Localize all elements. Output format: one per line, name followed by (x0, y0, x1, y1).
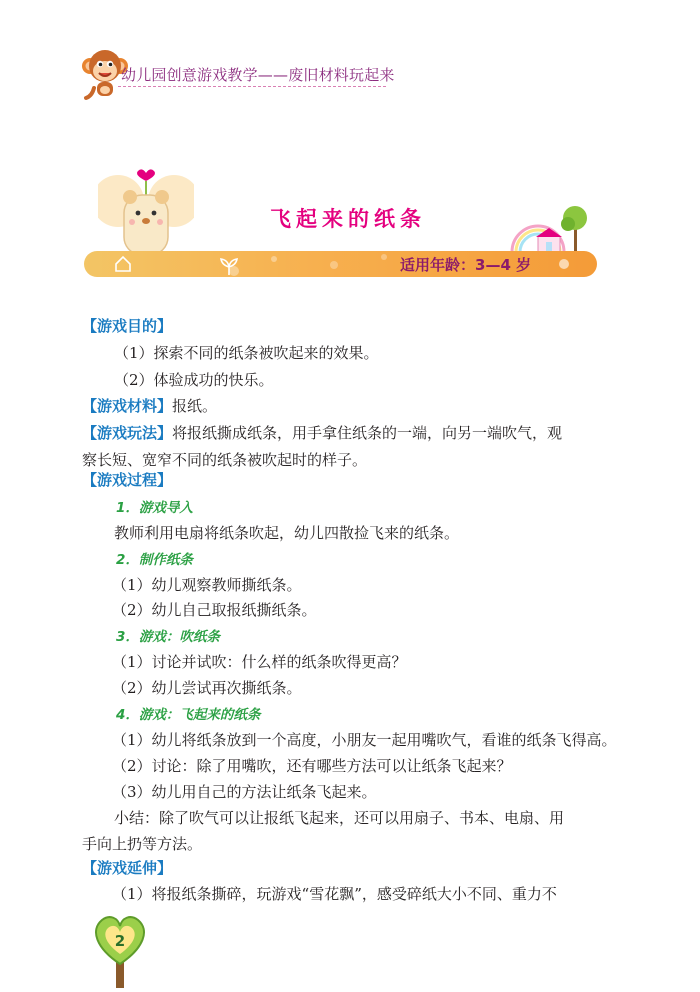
extension-heading: 【游戏延伸】 (82, 859, 173, 877)
header-divider (118, 86, 386, 87)
step-3-item-2: （2）幼儿尝试再次撕纸条。 (112, 679, 302, 697)
play-heading: 【游戏玩法】 (82, 424, 173, 442)
step-4-item-3: （3）幼儿用自己的方法让纸条飞起来。 (112, 783, 377, 801)
material-line (82, 396, 217, 416)
play-line-1 (82, 423, 562, 443)
game-title: 飞起来的纸条 (270, 207, 426, 231)
age-label: 适用年龄：3—4 岁 (400, 256, 532, 274)
step-1-title: 1．游戏导入 (116, 500, 193, 516)
process-heading: 【游戏过程】 (82, 471, 173, 489)
teddy-bear-icon (98, 165, 194, 257)
heart-tree-icon (88, 912, 152, 988)
summary-line-2: 手向上扔等方法。 (82, 835, 203, 853)
step-3-title: 3．游戏：吹纸条 (116, 629, 220, 645)
house-icon (114, 255, 132, 273)
rainbow-house-tree-icon (508, 200, 594, 256)
material-heading: 【游戏材料】 (82, 397, 173, 415)
step-3-item-1: （1）讨论并试吹：什么样的纸条吹得更高？ (112, 653, 407, 671)
extension-item-1: （1）将报纸条撕碎，玩游戏“雪花飘”，感受碎纸大小不同、重力不 (112, 885, 557, 903)
step-1-text: 教师利用电扇将纸条吹起，幼儿四散捡飞来的纸条。 (114, 524, 460, 542)
step-4-item-1: （1）幼儿将纸条放到一个高度，小朋友一起用嘴吹气，看谁的纸条飞得高。 (112, 731, 617, 749)
material-text: 报纸。 (172, 397, 218, 415)
step-4-item-2: （2）讨论：除了用嘴吹，还有哪些方法可以让纸条飞起来？ (112, 757, 512, 775)
step-2-item-1: （1）幼儿观察教师撕纸条。 (112, 576, 302, 594)
play-text-1: 将报纸撕成纸条，用手拿住纸条的一端，向另一端吹气，观 (172, 424, 563, 442)
play-text-2: 察长短、宽窄不同的纸条被吹起时的样子。 (82, 451, 368, 469)
summary-line-1: 小结：除了吹气可以让报纸飞起来，还可以用扇子、书本、电扇、用 (114, 809, 565, 827)
step-2-title: 2．制作纸条 (116, 552, 193, 568)
sprout-icon (218, 256, 240, 276)
goal-item-2: （2）体验成功的快乐。 (114, 371, 274, 389)
step-4-title: 4．游戏：飞起来的纸条 (116, 707, 261, 723)
step-2-item-2: （2）幼儿自己取报纸撕纸条。 (112, 601, 317, 619)
goal-item-1: （1）探索不同的纸条被吹起来的效果。 (114, 344, 379, 362)
page-number: 2 (114, 932, 126, 950)
book-title: 幼儿园创意游戏教学——废旧材料玩起来 (121, 66, 395, 84)
goal-heading: 【游戏目的】 (82, 317, 173, 335)
